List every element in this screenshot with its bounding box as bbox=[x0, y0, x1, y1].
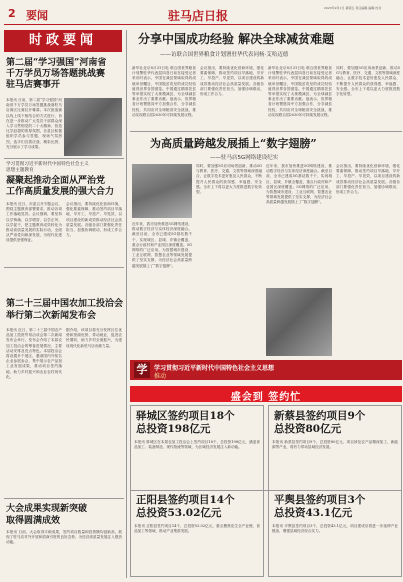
project-title: 正阳县签约项目14个 总投资53.02亿元 bbox=[136, 494, 235, 519]
paper-logo: 驻马店日报 bbox=[168, 9, 229, 23]
row-rule bbox=[130, 131, 402, 132]
news-photo bbox=[64, 98, 122, 156]
article-body: 本报讯 日前，大会取得丰硕成果，签约项目数量和投资额均创新高，展现了驻马店对外开放和招商引资的良好态势，为经济高质量发展注入强劲动能。 bbox=[6, 530, 122, 545]
second-article-subtitle: ——驻马店5G网络建设纪实 bbox=[210, 155, 279, 161]
article-title: 大会成果实现新突破 取得圆满成效 bbox=[6, 504, 88, 526]
banner-line-1: 学习贯彻习近平新时代中国特色社会主义思想 bbox=[154, 365, 275, 372]
contract-banner bbox=[130, 386, 402, 402]
article-body: 会议指出，要持续优化营商环境，强化要素保障，推动签约项目早落地、早开工、早投产、早见效，以项目建设的新成效推动经济社会高质量发展。各级各部门要强化责任担当，加强协调联动，形成工作合力。 bbox=[66, 202, 122, 238]
article-body: 同时，要加强5G应用场景创新，推动5G与教育、医疗、交通、文旅等领域深度融合，让数字技术更好惠及人民群众，不断提升人民群众的获得感、幸福感、安全感。全市上下将以更大力度推进数字化转型。 bbox=[336, 66, 400, 97]
article-body: 本报讯 近日，第二十三届中国农产品加工投资贸易洽谈会第二次新闻发布会举行。发布会介绍了本届农加工投洽会的筹备进展情况、主要活动安排及亮点特色。本届投洽会将设置多个展区，邀请国内外知名企业参展参会，集中展示农产品加工业发展成果，推动项目签约落地，助力乡村振兴和农业农村现代化。 bbox=[6, 328, 62, 379]
masthead bbox=[4, 3, 400, 25]
article-body: 新华社北京8月31日电 联合国世界粮食计划署驻华代表屈四喜日前在接受记者采访时表示，中国在减贫领域取得的成就举世瞩目，中国脱贫攻坚的成功经验值得世界各国借鉴。中国通过精准扶贫等举措实现了大规模减贫，为全球减贫事业作出了重要贡献。他表示，世界粮食计划署愿同中方加强合作，分享减贫经验，共同应对全球粮食安全挑战，推动实现联合国2030年可持续发展议程。 bbox=[268, 66, 332, 117]
lead-article-subtitle: ——访联合国世界粮食计划署驻华代表同杨·艾哈迈德 bbox=[160, 52, 289, 58]
article-body: 本报讯 平舆县签约项目3个，总投资43.1亿元，项目建成后将进一步延伸产业链条，增强县域经济综合实力。 bbox=[272, 524, 398, 534]
page-number: 2 bbox=[8, 7, 16, 20]
article-body: 近年来，我市加快推进5G网络建设，推动数字经济与实体经济深度融合。截至目前，全市已建成5G基站数千个，实现城区、县城、乡镇全覆盖，重点行政村和产业园区深度覆盖。5G网络的广泛应用，为智慧城市建设、工业互联网、智慧农业等领域发展提供了坚实支撑，为经济社会高质量跨越发展插上了“数字翅膀”。 bbox=[266, 164, 332, 205]
row-rule bbox=[4, 267, 124, 268]
article-body: 新华社北京8月31日电 联合国世界粮食计划署驻华代表屈四喜日前在接受记者采访时表示，中国在减贫领域取得的成就举世瞩目，中国脱贫攻坚的成功经验值得世界各国借鉴。中国通过精准扶贫等举措实现了大规模减贫，为全球减贫事业作出了重要贡献。他表示，世界粮食计划署愿同中方加强合作，分享减贫经验，共同应对全球粮食安全挑战，推动实现联合国2030年可持续发展议程。 bbox=[132, 66, 196, 117]
project-title: 驿城区签约项目18个 总投资198亿元 bbox=[136, 410, 235, 435]
article-kicker: 学习贯彻习近平新时代中国特色社会主义 思想主题教育 bbox=[6, 162, 89, 173]
date-info: 2023年9月1日 星期五 责任编辑 编辑 校对 bbox=[324, 6, 382, 10]
article-title: 第二十三届中国农加工投洽会 举行第二次新闻发布会 bbox=[6, 299, 124, 321]
section-banner bbox=[4, 30, 122, 52]
news-photo bbox=[266, 288, 332, 356]
row-rule bbox=[4, 158, 124, 159]
article-body: 本报讯 近日，市委召开专题会议，围绕主题教育部署要求，推动各项工作落地见效。会议强调，要坚持以学铸魂、以学增智、以学正风、以学促干，把主题教育成效转化为推动高质量发展的实际行动，全面从严治党向纵深发展，为现代化建设提供坚强保证。 bbox=[6, 202, 62, 243]
section-banner-label: 时政要闻 bbox=[28, 33, 97, 48]
article-body: 同时，要加强5G应用场景创新，推动5G与教育、医疗、交通、文旅等领域深度融合，让数字技术更好惠及人民群众，不断提升人民群众的获得感、幸福感、安全感。全市上下将以更大力度推进数字化转型。 bbox=[196, 164, 262, 195]
article-body: 本报讯 正阳县签约项目14个，总投资53.02亿元，重点聚焦花生全产业链、食品加工等领域，推动产业集群发展。 bbox=[134, 524, 260, 534]
article-body: 会议指出，要持续优化营商环境，强化要素保障，推动签约项目早落地、早开工、早投产、早见效，以项目建设的新成效推动经济社会高质量发展。各级各部门要强化责任担当，加强协调联动，形成工作合力。 bbox=[200, 66, 264, 97]
article-body: 近年来，我市加快推进5G网络建设，推动数字经济与实体经济深度融合。截至目前，全市已建成5G基站数千个，实现城区、县城、乡镇全覆盖，重点行政村和产业园区深度覆盖。5G网络的广泛应用，为智慧城市建设、工业互联网、智慧农业等领域发展提供了坚实支撑，为经济社会高质量跨越发展插上了“数字翅膀”。 bbox=[132, 222, 192, 268]
article-title: 第二届“学习强国”河南省 千万学员万场答题挑战赛 驻马店赛事开 bbox=[6, 58, 107, 90]
news-photo bbox=[132, 164, 192, 218]
article-title: 凝聚起推动全面从严治党 工作高质量发展的强大合力 bbox=[6, 176, 115, 197]
contract-banner-label: 盛会到 签约忙 bbox=[230, 392, 302, 403]
article-body: 会议指出，要持续优化营商环境，强化要素保障，推动签约项目早落地、早开工、早投产、早见效，以项目建设的新成效推动经济社会高质量发展。各级各部门要强化责任担当，加强协调联动，形成工作合力。 bbox=[336, 164, 400, 195]
row-rule bbox=[130, 490, 402, 491]
banner-seal: 学 bbox=[134, 362, 150, 378]
theme-banner bbox=[130, 360, 402, 380]
section-name: 要闻 bbox=[26, 9, 48, 22]
article-body: 据介绍，该项目将充分发挥区位优势和资源优势，带动就业，促进农民增收，助力乡村全面振兴，为建设现代化新驻马店贡献力量。 bbox=[66, 328, 122, 348]
article-body: 本报讯 日前，第二届“学习强国”河南省千万学员万场答题挑战赛驻马店赛区比赛拉开帷幕。本次挑战赛以线上线下相结合的方式进行，旨在进一步推动广大党员干部群众深入学习贯彻党的二十大精神，营造比学赶超的浓厚氛围，各县区积极组织学员参与答题，现场气氛热烈，选手们沉着应战、精彩比拼，充分展示了学习成果。 bbox=[6, 98, 62, 149]
lead-article-title: 分享中国成功经验 解决全球减贫难题 bbox=[138, 32, 335, 46]
article-body: 本报讯 驿城区在本届农加工投洽会上签约项目18个，总投资198亿元，涵盖食品加工、装备制造、现代物流等领域，为区域经济发展注入新动能。 bbox=[134, 440, 260, 450]
project-title: 平舆县签约项目3个 总投资43.1亿元 bbox=[274, 494, 366, 519]
article-body: 本报讯 新蔡县签约项目9个，总投资80亿元，项目涉及农产品精深加工、新能源等产业，将有力带动县域经济发展。 bbox=[272, 440, 398, 450]
project-title: 新蔡县签约项目9个 总投资80亿元 bbox=[274, 410, 366, 435]
row-rule bbox=[4, 498, 124, 499]
banner-line-2: 推动 bbox=[154, 373, 167, 380]
column-rule bbox=[126, 30, 127, 578]
second-article-title: 为高质量跨越发展插上“数字翅膀” bbox=[150, 137, 317, 150]
